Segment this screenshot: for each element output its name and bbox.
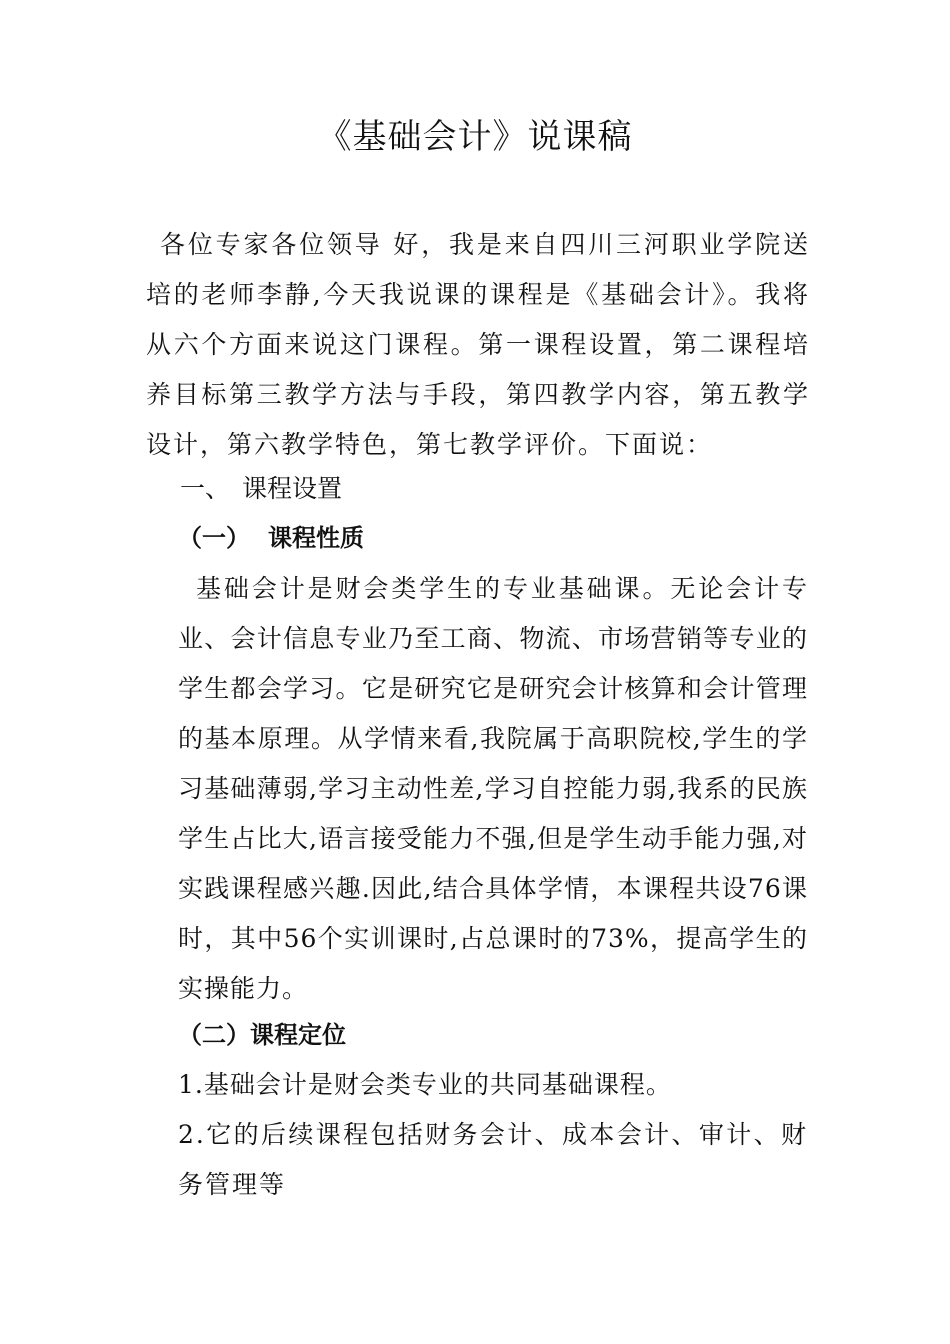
section-heading-course-setup: [180, 464, 342, 514]
section-title: 课程设置: [242, 474, 343, 503]
subsection-heading-course-positioning: （二）课程定位: [178, 1020, 346, 1049]
subsection-heading-course-nature: [178, 513, 364, 563]
list-item: 2.它的后续课程包括财务会计、成本会计、审计、财务管理等: [178, 1120, 808, 1199]
document-title: 《基础会计》说课稿: [317, 117, 633, 157]
intro-paragraph: 各位专家各位领导 好，我是来自四川三河职业学院送培的老师李静,今天我说课的课程是《基础会计》。我将从六个方面来说这门课程。第一课程设置，第二课程培养目标第三教学方法与手段，第四教学内容，第五教学设计，第六教学特色，第七教学评价。下面说：: [146, 230, 810, 459]
subsection-number: （一）: [178, 523, 250, 552]
section-number: 一、: [180, 474, 231, 503]
list-item: 1.基础会计是财会类专业的共同基础课程。: [178, 1070, 672, 1099]
subsection-title: 课程性质: [268, 523, 364, 552]
course-nature-paragraph: 基础会计是财会类学生的专业基础课。无论会计专业、会计信息专业乃至工商、物流、市场营销等专业的学生都会学习。它是研究它是研究会计核算和会计管理的基本原理。从学情来看,我院属于高职院校,学生的学习基础薄弱,学习主动性差,学习自控能力弱,我系的民族学生占比大,语言接受能力不强,但是学生动手能力强,对实践课程感兴趣.因此,结合具体学情，本课程共设76课时，其中56个实训课时,占总课时的73%，提高学生的实操能力。: [178, 574, 808, 1003]
